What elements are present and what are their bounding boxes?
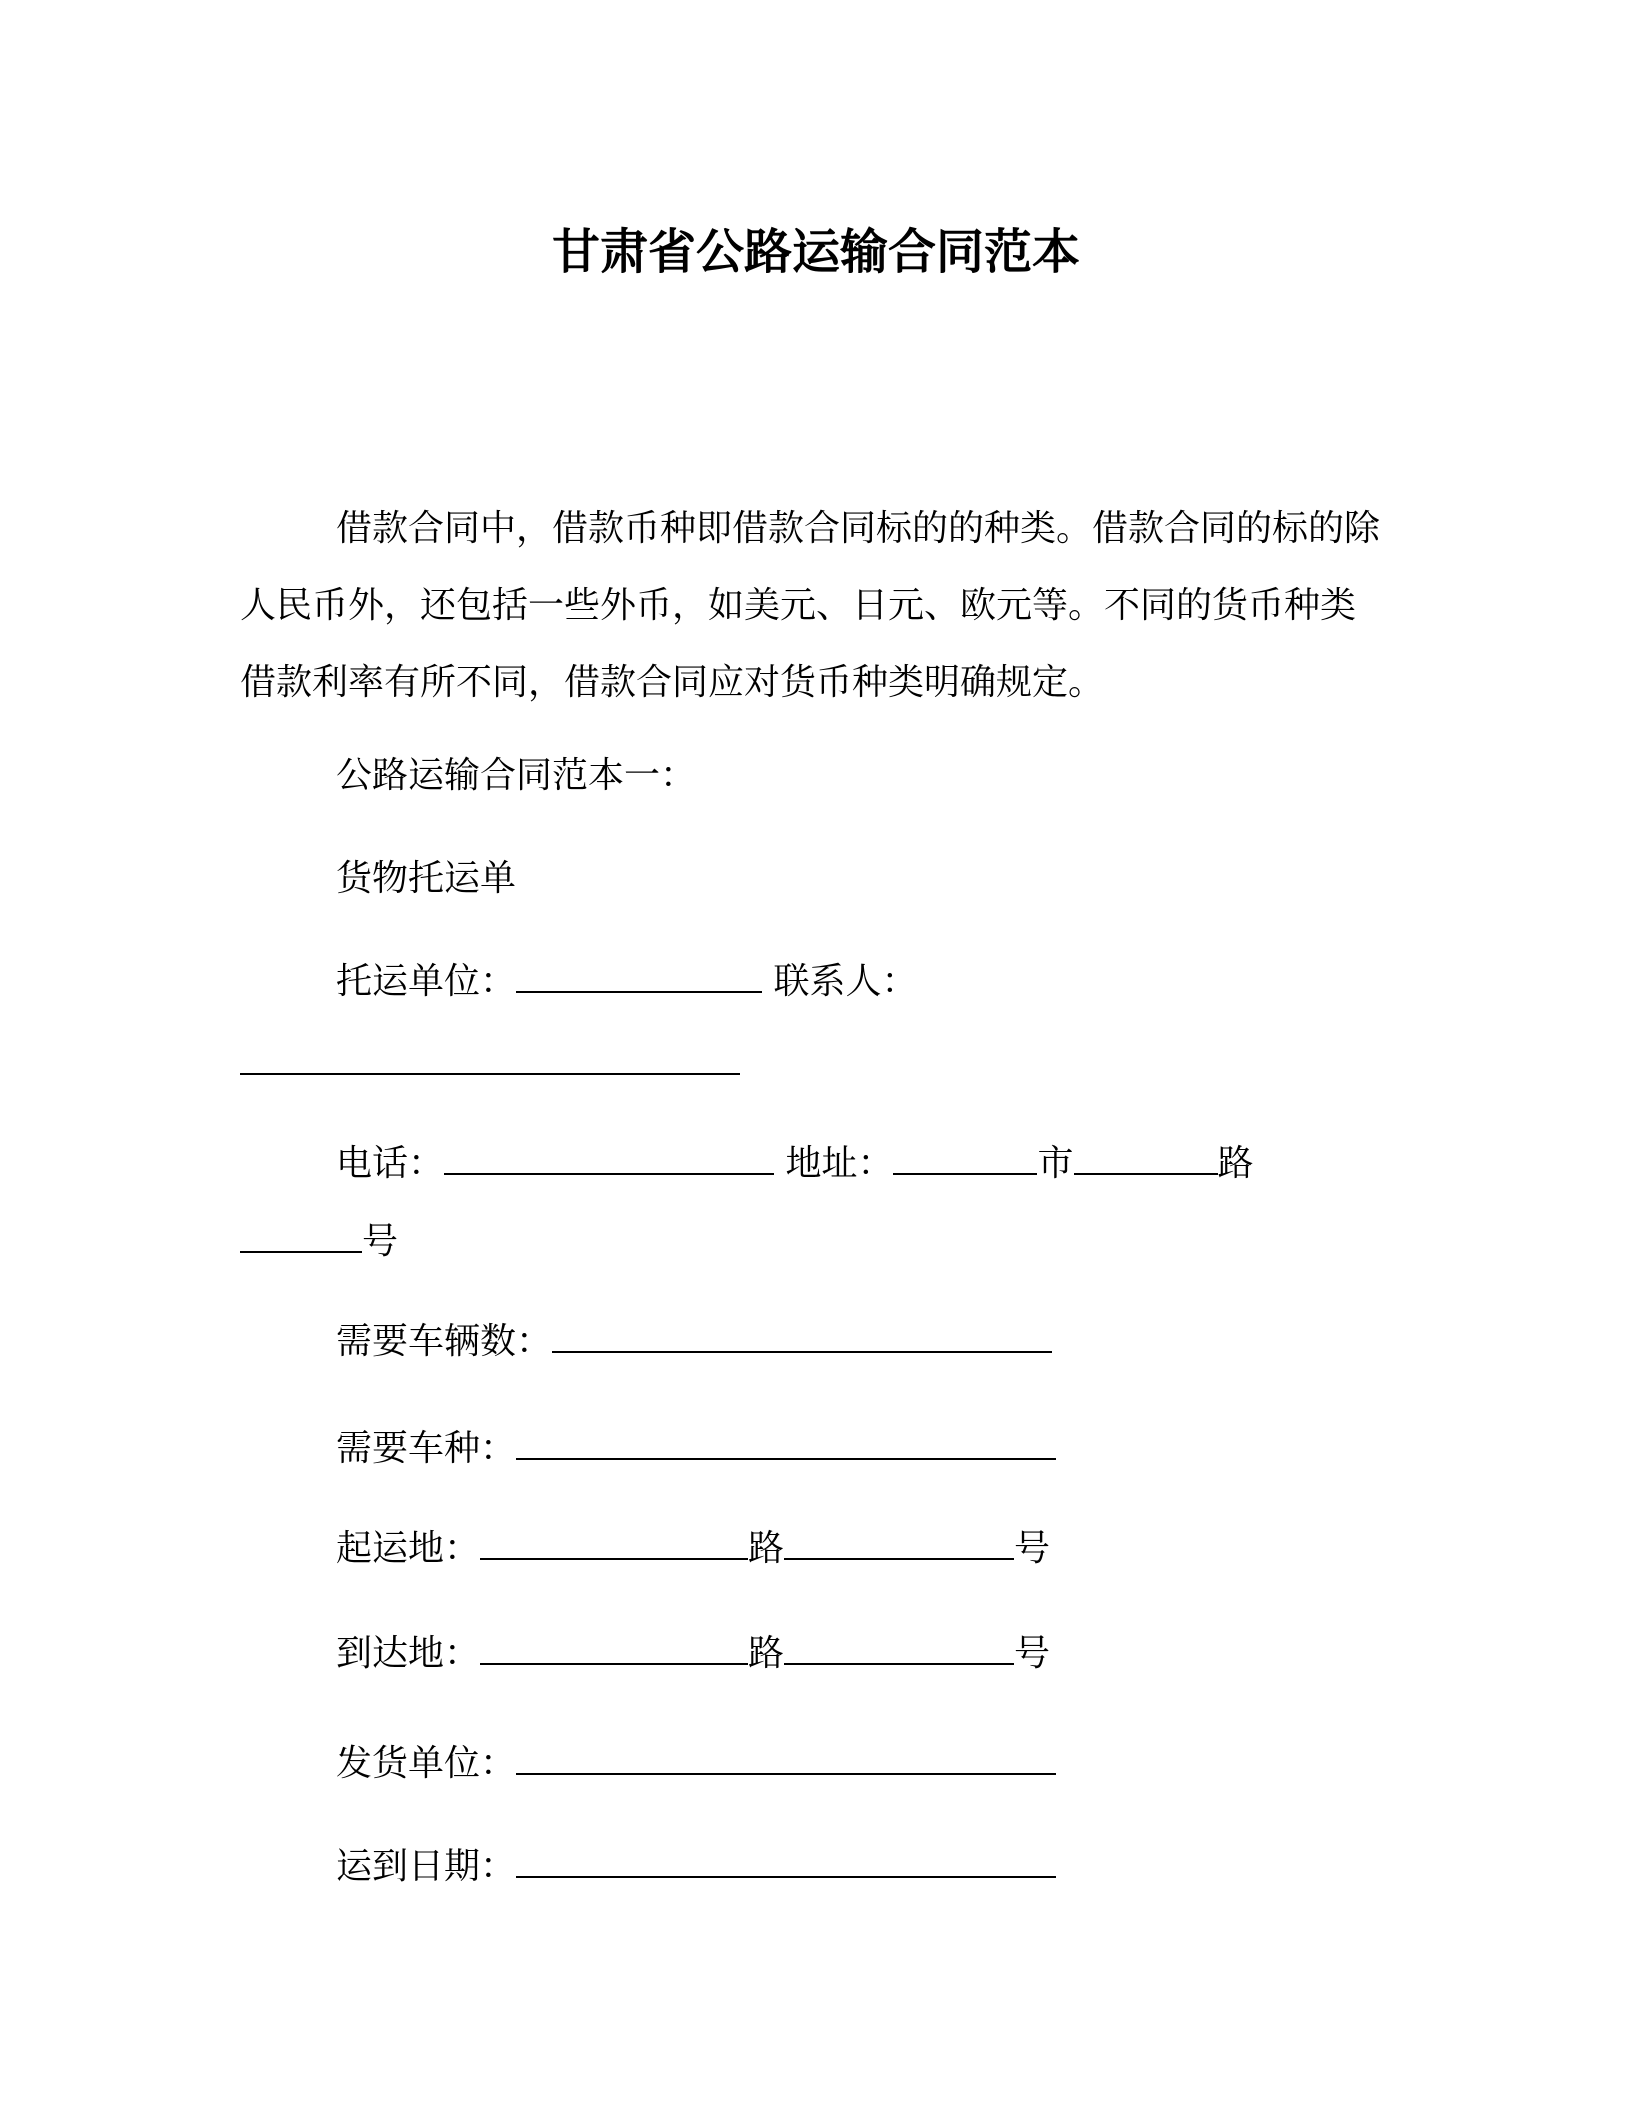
phone-label: 电话： [336,1143,445,1184]
sender-unit-blank[interactable] [516,1743,1056,1775]
contact-blank[interactable] [240,1043,740,1075]
destination-number-blank[interactable] [784,1633,1014,1665]
vehicle-count-blank[interactable] [552,1321,1052,1353]
origin-row [336,1525,1050,1573]
form-title: 货物托运单 [336,858,517,899]
destination-road-blank[interactable] [480,1633,748,1665]
sender-unit-row [336,1740,1056,1788]
vehicle-type-row [336,1425,1056,1473]
vehicle-type-blank[interactable] [516,1428,1056,1460]
vehicle-type-label: 需要车种： [336,1428,517,1469]
contact-label: 联系人： [773,961,918,1002]
address-number-row [240,1218,398,1266]
sender-unit-label: 发货单位： [336,1743,517,1784]
destination-road-label: 路 [748,1633,785,1674]
address-number-blank[interactable] [240,1221,362,1253]
origin-number-label: 号 [1014,1528,1051,1569]
destination-number-label: 号 [1014,1633,1051,1674]
origin-label: 起运地： [336,1528,481,1569]
arrival-date-blank[interactable] [516,1846,1056,1878]
intro-paragraph: 借款合同中，借款币种即借款合同标的的种类。借款合同的标的除人民币外，还包括一些外币，如美元、日元、欧元等。不同的货币种类借款利率有所不同，借款合同应对货币种类明确规定。 [240,508,1381,703]
number-label: 号 [362,1221,399,1262]
shipper-row [336,958,917,1006]
city-label: 市 [1037,1143,1074,1184]
origin-number-blank[interactable] [784,1528,1014,1560]
contact-row [240,1040,740,1088]
section-heading: 公路运输合同范本一： [336,755,697,796]
shipper-unit-label: 托运单位： [336,961,517,1002]
arrival-date-label: 运到日期： [336,1846,517,1887]
address-road-blank[interactable] [1074,1143,1218,1175]
vehicle-count-row [336,1318,1052,1366]
destination-label: 到达地： [336,1633,481,1674]
address-label: 地址： [785,1143,894,1184]
destination-row [336,1630,1050,1678]
arrival-date-row [336,1843,1056,1891]
origin-road-blank[interactable] [480,1528,748,1560]
shipper-unit-blank[interactable] [516,961,762,993]
vehicle-count-label: 需要车辆数： [336,1321,553,1362]
road-label: 路 [1217,1143,1254,1184]
document-title: 甘肃省公路运输合同范本 [551,224,1080,280]
phone-row [336,1140,1254,1188]
origin-road-label: 路 [748,1528,785,1569]
address-city-blank[interactable] [893,1143,1037,1175]
phone-blank[interactable] [444,1143,774,1175]
